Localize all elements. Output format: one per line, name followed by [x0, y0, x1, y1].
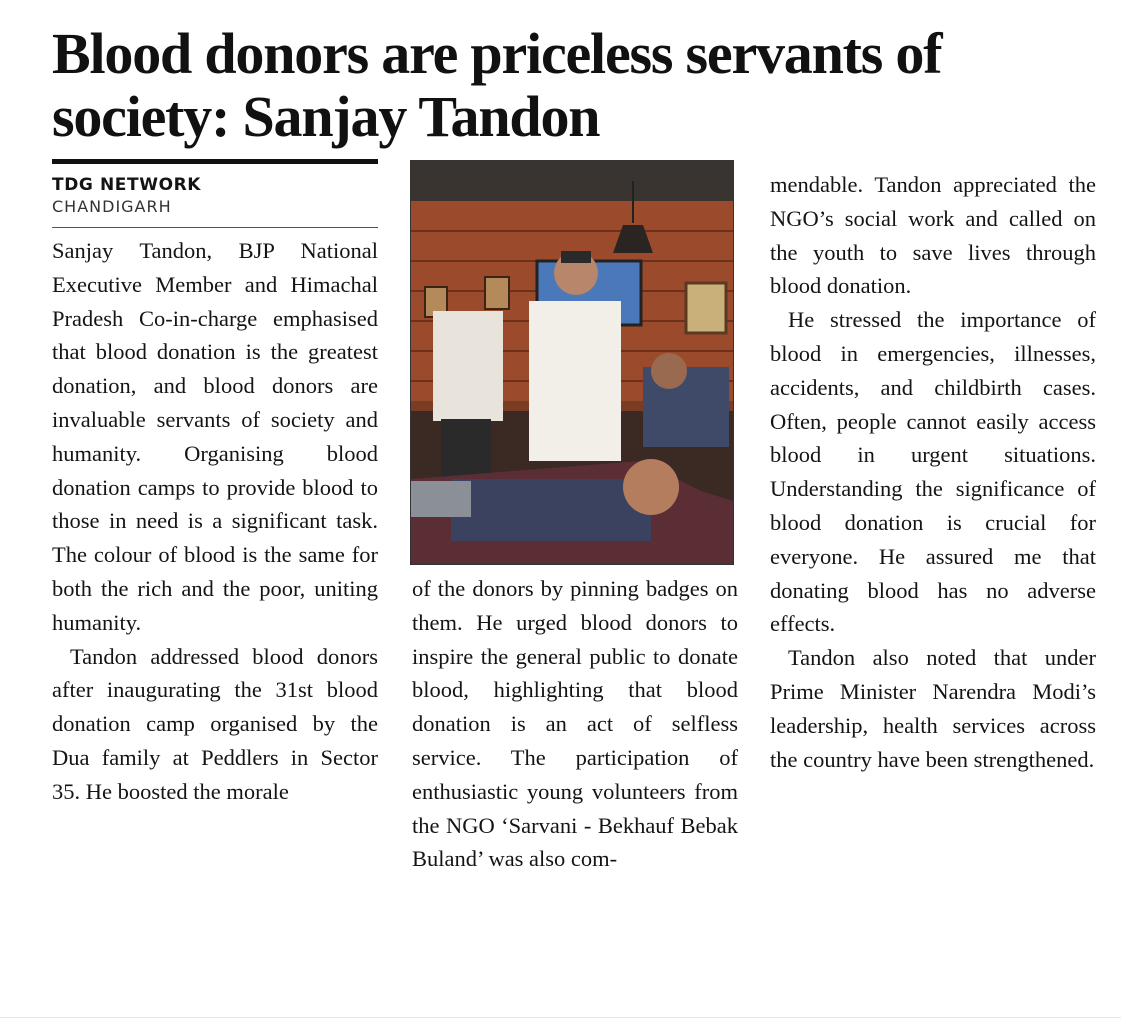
byline-rule	[52, 159, 378, 164]
photo-icon	[411, 161, 733, 564]
byline-org: TDG NETWORK	[52, 175, 202, 195]
article-column-2	[412, 572, 738, 876]
paragraph: Tandon addressed blood donors after inaugurating the 31st blood donation camp organised by the Dua family at Peddlers in Sector 35. He boosted the morale	[52, 643, 378, 804]
paragraph: Tandon also noted that under Prime Minister Narendra Modi’s leadership, health services across the country have been strengthened.	[770, 645, 1096, 772]
paragraph: Sanjay Tandon, BJP National Executive Member and Himachal Pradesh Co-in-charge emphasised that blood donation is the greatest donation, and blood donors are invaluable servants of society and humanity. Organising blood donation camps to provide blood to those in need is a significant task. The colour of blood is the same for both the rich and the poor, uniting humanity.	[52, 238, 378, 635]
page-bottom-edge	[0, 1017, 1121, 1018]
headline: Blood donors are priceless servants of society: Sanjay Tandon	[52, 21, 942, 149]
byline-place: CHANDIGARH	[52, 197, 172, 216]
article-photo	[410, 160, 734, 565]
byline	[52, 174, 378, 218]
byline-divider	[52, 227, 378, 228]
paragraph: He stressed the importance of blood in emergencies, illnesses, accidents, and childbirth cases. Often, people cannot easily access blood in urgent situations. Understanding the significance of blood donation is crucial for everyone. He assured me that donating blood has no adverse effects.	[770, 307, 1096, 637]
article-column-3	[770, 168, 1096, 776]
article-column-1	[52, 234, 378, 809]
paragraph: mendable. Tandon appreciated the NGO’s social work and called on the youth to save lives through blood donation.	[770, 172, 1096, 299]
paragraph: of the donors by pinning badges on them. He urged blood donors to inspire the general public to donate blood, highlighting that blood donation is an act of selfless service. The participation of enthusiastic young volunteers from the NGO ‘Sarvani - Bekhauf Bebak Buland’ was also com-	[412, 576, 738, 872]
